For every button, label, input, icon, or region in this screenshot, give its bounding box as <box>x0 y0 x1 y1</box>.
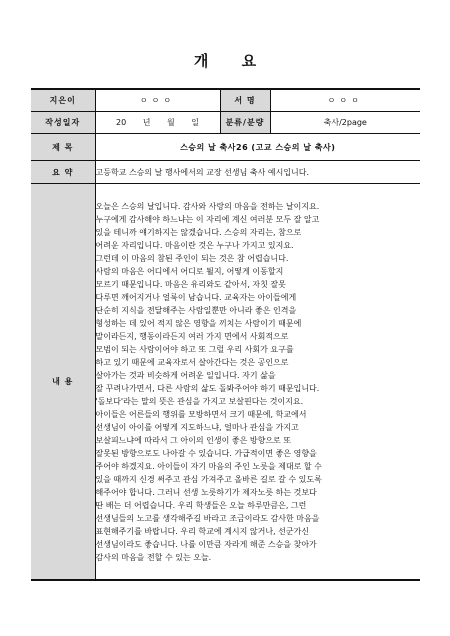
content-line: 표현해주기를 바랍니다. 우리 학교에 계시지 않거나, 선군가신 <box>95 526 310 536</box>
content-line: 딴 배는 더 어렵습니다. 우리 학생들은 오늘 하루만큼은, 그런 <box>95 500 307 510</box>
content-line: 주어야 하겠지요. 아이들이 자기 마음의 주인 노릇을 제대로 할 수 <box>95 461 322 471</box>
content-line: 형성하는 데 있어 적지 않은 영향을 끼치는 사람이기 때문에 <box>95 318 302 328</box>
content-line: 그런데 이 마음의 참된 주인이 되는 것은 참 어렵습니다. <box>95 253 289 263</box>
author-label: 지은이 <box>31 89 95 112</box>
content-line: 오늘은 스승의 날입니다. 감사와 사랑의 마음을 전하는 날이지요. <box>95 201 320 211</box>
content-line: 해주어야 합니다. 그러니 선생 노릇하기가 제자노릇 하는 것보다 <box>95 487 317 497</box>
content-line: '돌보다'라는 말의 뜻은 관심을 가지고 보살핀다는 것이지요. <box>95 396 304 406</box>
category-value: 축사/2page <box>270 112 420 134</box>
content-line: 잘 꾸려나가면서, 다른 사람의 삶도 돌봐주어야 하기 때문입니다. <box>95 383 320 393</box>
subject-label: 제 목 <box>31 134 95 161</box>
book-name-label: 서 명 <box>220 89 270 112</box>
content-line: 잘못된 방향으로도 나아갈 수 있습니다. 가급적이면 좋은 영향을 <box>95 448 317 458</box>
date-value: 20 년 월 일 <box>95 112 220 134</box>
content-line: 사람의 마음은 어디에서 어디로 튈지, 어떻게 이동할지 <box>95 266 284 276</box>
content-line: 다루면 깨어지거나 얼룩이 남습니다. 교육자는 아이들에게 <box>95 292 297 302</box>
content-label: 내 용 <box>31 184 95 581</box>
content-line: 어려운 자리입니다. 마음이란 것은 누구나 가지고 있지요. <box>95 240 294 250</box>
content-line: 누구에게 감사해야 하느냐는 이 자리에 계신 여러분 모두 잘 알고 <box>95 214 320 224</box>
content-line: 아이들은 어른들의 행위를 모방하면서 크기 때문에, 학교에서 <box>95 409 307 419</box>
content-line: 감사의 마음을 전할 수 있는 오늘. <box>95 552 212 562</box>
subject-value: 스승의 날 축사26 (고교 스승의 날 축사) <box>95 134 420 161</box>
content-line: 선생님이 아이를 어떻게 지도하느냐, 얼마나 관심을 가지고 <box>95 422 299 432</box>
content-line: 보살피느냐에 따라서 그 아이의 인생이 좋은 방향으로 또 <box>95 435 292 445</box>
content-line: 모르기 때문입니다. 마음은 유리와도 같아서, 자칫 잘못 <box>95 279 286 289</box>
page-title: 개 요 <box>193 52 271 70</box>
content-line: 단순히 지식을 전달해주는 사람일뿐만 아니라 좋은 인격을 <box>95 305 297 315</box>
content-line: 있을 때까지 신경 써주고 관심 가져주고 올바른 길로 갈 수 있도록 <box>95 474 322 484</box>
content-line: 하고 있기 때문에 교육자로서 살아간다는 것은 공인으로 <box>95 357 289 367</box>
content-line: 선생님들의 노고를 생각해주길 바라고 조금이라도 감사한 마음을 <box>95 513 320 523</box>
author-value: ㅇㅇㅇ <box>95 89 220 112</box>
category-label: 분류/분량 <box>220 112 270 134</box>
content-line: 있을 테니까 얘기하지는 않겠습니다. 스승의 자리는, 참으로 <box>95 227 302 237</box>
content-line: 살아가는 것과 비슷하게 어려운 일입니다. 자기 삶을 <box>95 370 276 380</box>
book-name-value: ㅇㅇㅇ <box>270 89 420 112</box>
content-lines <box>96 200 421 564</box>
content-line: 말이라든지, 행동이라든지 여러 가지 면에서 사회적으로 <box>95 331 289 341</box>
summary-label: 요 약 <box>31 161 95 184</box>
outline-form-table <box>31 88 420 581</box>
content-line: 모범이 되는 사람이어야 하고 또 그럴 우리 사회가 요구를 <box>95 344 294 354</box>
content-line: 선생님이라도 좋습니다. 나를 이만큼 자라게 해준 스승을 찾아가 <box>95 539 317 549</box>
summary-value: 고등학교 스승의 날 행사에서의 교장 선생님 축사 예시입니다. <box>95 161 420 184</box>
content-body <box>95 184 420 581</box>
date-label: 작성일자 <box>31 112 95 134</box>
